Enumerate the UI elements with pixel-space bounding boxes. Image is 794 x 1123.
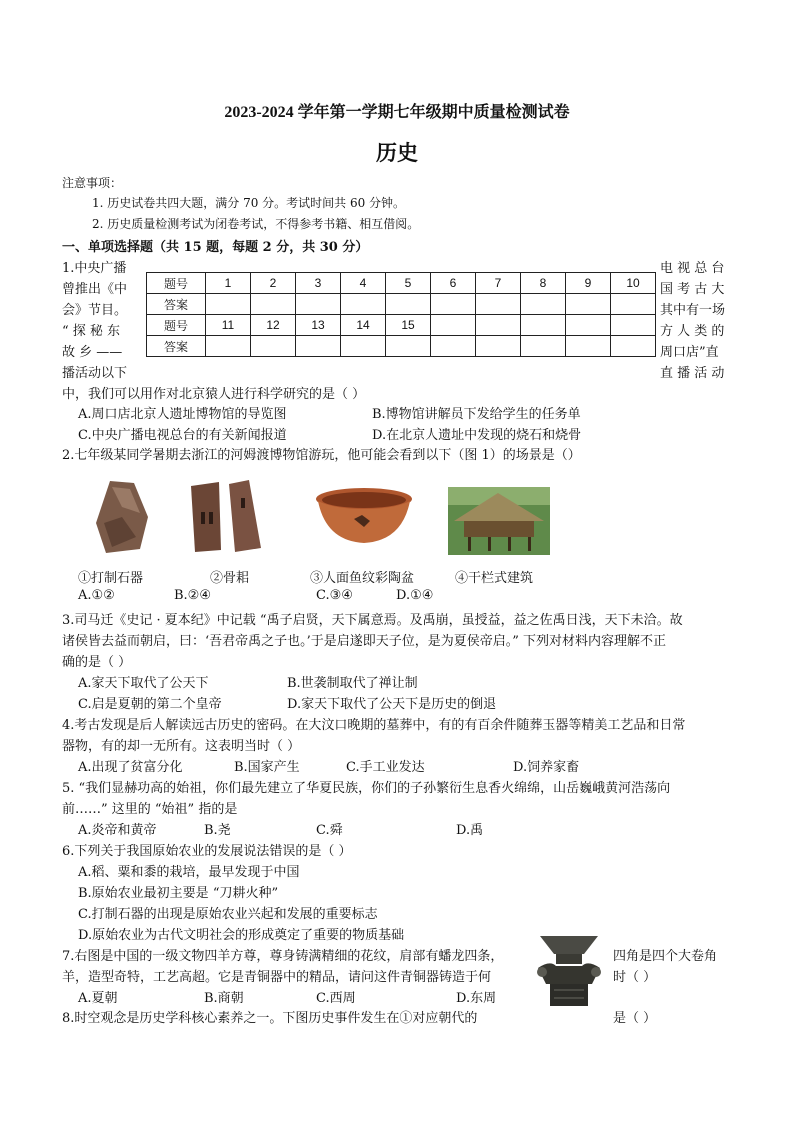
q8-stem-right: 是（ ）: [613, 1011, 657, 1026]
table-cell: [476, 315, 521, 336]
answer-cell[interactable]: [431, 294, 476, 315]
q1-left-line: 1.中央广播: [62, 261, 127, 276]
table-cell: 4: [341, 273, 386, 294]
q1-right-line: 其中有一场: [660, 303, 726, 318]
q2-caption: ②骨耜: [210, 571, 250, 586]
table-cell: 15: [386, 315, 431, 336]
q3-line: 3.司马迁《史记 · 夏本纪》中记载 “禹子启贤，天下属意焉。及禹崩，虽授益，益之佐禹日浅，天下未洽。故: [62, 613, 683, 628]
pottery-basin-image: [314, 487, 414, 547]
table-cell: 13: [296, 315, 341, 336]
q7-option-d[interactable]: D.东周: [456, 991, 497, 1006]
q5-line: 前……” 这里的 “始祖” 指的是: [62, 802, 238, 817]
q6-option-a[interactable]: A.稻、粟和黍的栽培，最早发现于中国: [78, 865, 300, 880]
q4-option-b[interactable]: B.国家产生: [234, 760, 300, 775]
table-cell: [566, 315, 611, 336]
bronze-zun-image: [532, 934, 606, 1008]
q3-option-d[interactable]: D.家天下取代了公天下是历史的倒退: [287, 697, 497, 712]
q2-option-b[interactable]: B.②④: [174, 588, 211, 603]
answer-cell[interactable]: [251, 336, 296, 357]
q7-option-c[interactable]: C.西周: [316, 991, 356, 1006]
q5-option-d[interactable]: D.禹: [456, 823, 484, 838]
table-cell: [431, 315, 476, 336]
answer-cell[interactable]: [341, 336, 386, 357]
table-label: 题号: [147, 315, 206, 336]
q2-option-d[interactable]: D.①④: [396, 588, 434, 603]
q1-right-line: 周口店”直: [660, 345, 719, 360]
exam-title: 2023-2024 学年第一学期七年级期中质量检测试卷: [224, 104, 570, 121]
stilt-house-image: [448, 487, 550, 555]
q3-line: 诸侯皆去益而朝启，曰：‘吾君帝禹之子也。’于是启遂即天子位，是为夏侯帝启。” 下列对材料内容理解不正: [62, 634, 667, 649]
answer-cell[interactable]: [476, 294, 521, 315]
q5-option-c[interactable]: C.舜: [316, 823, 343, 838]
q4-option-d[interactable]: D.饲养家畜: [513, 760, 580, 775]
q1-right-line: 电 视 总 台: [660, 261, 725, 276]
q1-left-line: “ 探 秘 东: [62, 324, 121, 339]
q7-line-right: 四角是四个大卷角: [613, 949, 718, 964]
table-cell: 5: [386, 273, 431, 294]
q1-option-a[interactable]: A.周口店北京人遗址博物馆的导览图: [78, 407, 287, 422]
notice-item: 1. 历史试卷共四大题，满分 70 分。考试时间共 60 分钟。: [92, 196, 406, 210]
answer-cell[interactable]: [566, 294, 611, 315]
q1-left-line: 播活动以下: [62, 366, 128, 381]
q3-option-a[interactable]: A.家天下取代了公天下: [78, 676, 209, 691]
q7-option-b[interactable]: B.商朝: [204, 991, 244, 1006]
answer-cell[interactable]: [386, 336, 431, 357]
q4-option-c[interactable]: C.手工业发达: [346, 760, 425, 775]
table-cell: 14: [341, 315, 386, 336]
answer-cell[interactable]: [431, 336, 476, 357]
table-cell: 12: [251, 315, 296, 336]
table-cell: 2: [251, 273, 296, 294]
q1-option-b[interactable]: B.博物馆讲解员下发给学生的任务单: [372, 407, 581, 422]
answer-cell[interactable]: [251, 294, 296, 315]
q6-option-c[interactable]: C.打制石器的出现是原始农业兴起和发展的重要标志: [78, 907, 378, 922]
answer-cell[interactable]: [476, 336, 521, 357]
answer-cell[interactable]: [386, 294, 431, 315]
q1-left-line: 曾推出《中: [62, 282, 128, 297]
table-label: 答案: [147, 294, 206, 315]
q8-stem: 8.时空观念是历史学科核心素养之一。下图历史事件发生在①对应朝代的: [62, 1011, 478, 1026]
q2-stem: 2.七年级某同学暑期去浙江的河姆渡博物馆游玩，他可能会看到以下（图 1）的场景是（）: [62, 448, 581, 463]
q7-line: 羊，造型奇特，工艺高超。它是青铜器中的精品，请问这件青铜器铸造于何: [62, 970, 492, 985]
q2-option-a[interactable]: A.①②: [78, 588, 115, 603]
table-cell: 6: [431, 273, 476, 294]
stone-tool-image: [92, 477, 152, 555]
answer-cell[interactable]: [521, 294, 566, 315]
q4-line: 4.考古发现是后人解读远古历史的密码。在大汶口晚期的墓葬中，有的有百余件随葬玉器等精美工艺品和日常: [62, 718, 686, 733]
q6-option-b[interactable]: B.原始农业最初主要是 “刀耕火种”: [78, 886, 279, 901]
q1-right-line: 直 播 活 动: [660, 366, 725, 381]
q4-option-a[interactable]: A.出现了贫富分化: [78, 760, 183, 775]
q1-option-c[interactable]: C.中央广播电视总台的有关新闻报道: [78, 428, 287, 443]
notice-item: 2. 历史质量检测考试为闭卷考试，不得参考书籍、相互借阅。: [92, 217, 420, 231]
q2-caption: ③人面鱼纹彩陶盆: [310, 571, 415, 586]
answer-cell[interactable]: [206, 336, 251, 357]
table-cell: [611, 315, 656, 336]
q1-option-d[interactable]: D.在北京人遗址中发现的烧石和烧骨: [372, 428, 582, 443]
answer-cell[interactable]: [341, 294, 386, 315]
bone-plough-image: [185, 478, 265, 554]
answer-cell[interactable]: [611, 294, 656, 315]
table-label: 题号: [147, 273, 206, 294]
table-cell: 3: [296, 273, 341, 294]
answer-cell[interactable]: [566, 336, 611, 357]
q3-line: 确的是（ ）: [62, 655, 132, 670]
q1-stem-end: 中，我们可以用作对北京猿人进行科学研究的是（ ）: [62, 387, 366, 402]
table-cell: 7: [476, 273, 521, 294]
q2-caption: ①打制石器: [78, 571, 144, 586]
answer-cell[interactable]: [521, 336, 566, 357]
q7-option-a[interactable]: A.夏朝: [78, 991, 118, 1006]
table-cell: [521, 315, 566, 336]
q6-option-d[interactable]: D.原始农业为古代文明社会的形成奠定了重要的物质基础: [78, 928, 405, 943]
answer-cell[interactable]: [611, 336, 656, 357]
q6-stem: 6.下列关于我国原始农业的发展说法错误的是（ ）: [62, 844, 352, 859]
q7-line: 7.右图是中国的一级文物四羊方尊，尊身铸满精细的花纹，肩部有蟠龙四条，: [62, 949, 504, 964]
q3-option-b[interactable]: B.世袭制取代了禅让制: [287, 676, 418, 691]
subject-title: 历史: [376, 140, 418, 165]
table-cell: 11: [206, 315, 251, 336]
answer-cell[interactable]: [296, 336, 341, 357]
q1-left-line: 故 乡 ——: [62, 345, 123, 360]
q5-option-a[interactable]: A.炎帝和黄帝: [78, 823, 157, 838]
answer-cell[interactable]: [296, 294, 341, 315]
table-label: 答案: [147, 336, 206, 357]
table-cell: 1: [206, 273, 251, 294]
q7-line-right: 时（ ）: [613, 970, 657, 985]
table-cell: 10: [611, 273, 656, 294]
table-cell: 8: [521, 273, 566, 294]
q4-line: 器物，有的却一无所有。这表明当时（ ）: [62, 739, 301, 754]
q1-right-line: 方 人 类 的: [660, 324, 725, 339]
q1-left-line: 会》节目。: [62, 303, 128, 318]
q1-right-line: 国 考 古 大: [660, 282, 725, 297]
q5-option-b[interactable]: B.尧: [204, 823, 231, 838]
q2-option-c[interactable]: C.③④: [316, 588, 353, 603]
q5-line: 5. “我们显赫功高的始祖，你们最先建立了华夏民族，你们的子孙繁衍生息香火绵绵，山岳巍峨黄河浩荡向: [62, 781, 671, 796]
notice-heading: 注意事项：: [62, 176, 123, 190]
table-cell: 9: [566, 273, 611, 294]
q2-caption: ④干栏式建筑: [455, 571, 534, 586]
answer-table: [146, 272, 656, 357]
q3-option-c[interactable]: C.启是夏朝的第二个皇帝: [78, 697, 222, 712]
answer-cell[interactable]: [206, 294, 251, 315]
section-heading: 一、单项选择题（共 15 题，每题 2 分，共 30 分）: [62, 240, 369, 255]
